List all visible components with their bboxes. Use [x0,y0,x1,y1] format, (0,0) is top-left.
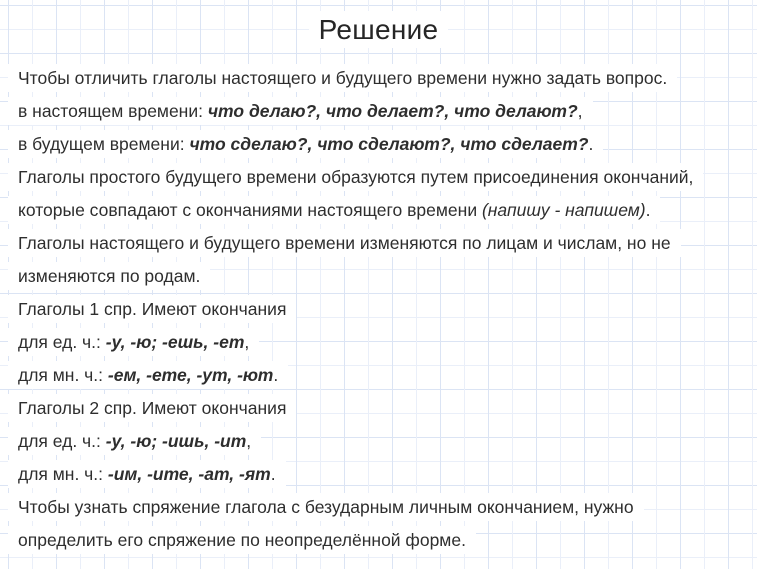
line-text: в настоящем времени: [18,101,208,121]
text-line [8,328,757,356]
text-line [8,460,757,488]
line-band [8,526,476,554]
text-line [8,229,757,257]
line-text: Глаголы 2 спр. Имеют окончания [18,398,287,418]
line-text: . [588,134,594,154]
line-text-emphasis: -ем, -ете, -ут, -ют [107,365,274,385]
line-band [8,97,593,125]
line-text: . [270,464,276,484]
line-text: в будущем времени: [18,134,190,154]
text-line [8,262,757,290]
line-text-emphasis: что делаю?, что делает?, что делают? [207,101,578,121]
line-text-example: (напишу - напишем) [481,200,646,220]
line-text: для мн. ч.: [18,365,108,385]
line-text: , [244,332,250,352]
line-text: для мн. ч.: [18,464,108,484]
line-text: для ед. ч.: [18,431,106,451]
line-text: Чтобы отличить глаголы настоящего и будущего времени нужно задать вопрос. [18,68,668,88]
line-text-emphasis: -у, -ю; -ишь, -ит [105,431,247,451]
line-text: Глаголы 1 спр. Имеют окончания [18,299,287,319]
line-band [8,163,703,191]
text-line [8,361,757,389]
line-text: . [273,365,279,385]
line-band [8,493,644,521]
line-band [8,64,677,92]
line-text: Глаголы настоящего и будущего времени изменяются по лицам и числам, но не [18,233,671,253]
text-line [8,163,757,191]
line-band [8,295,296,323]
text-line [8,526,757,554]
line-text: изменяются по родам. [18,266,201,286]
page-title-text: Решение [318,14,439,45]
line-band [8,361,288,389]
line-text-emphasis: -у, -ю; -ешь, -ет [105,332,245,352]
line-band [8,427,261,455]
text-line [8,295,757,323]
line-text: , [577,101,583,121]
line-band [8,460,286,488]
line-text: которые совпадают с окончаниями настоящего времени [18,200,482,220]
line-band [8,262,210,290]
line-band [8,196,660,224]
text-line [8,427,757,455]
title-row [0,11,757,48]
text-line [8,97,757,125]
line-band [8,229,681,257]
text-line [8,394,757,422]
line-text: Чтобы узнать спряжение глагола с безударным личным окончанием, нужно [18,497,634,517]
line-text: Глаголы простого будущего времени образуются путем присоединения окончаний, [18,167,694,187]
line-text: для ед. ч.: [18,332,106,352]
line-band [8,130,603,158]
text-line [8,130,757,158]
line-text: определить его спряжение по неопределённой форме. [18,530,466,550]
solution-text [8,64,757,554]
page-title [309,11,449,48]
line-band [8,328,259,356]
text-line [8,64,757,92]
line-band [8,394,296,422]
line-text-emphasis: что сделаю?, что сделают?, что сделает? [189,134,589,154]
line-text: . [645,200,651,220]
line-text: , [246,431,252,451]
text-line [8,493,757,521]
line-text-emphasis: -им, -ите, -ат, -ят [107,464,271,484]
text-line [8,196,757,224]
